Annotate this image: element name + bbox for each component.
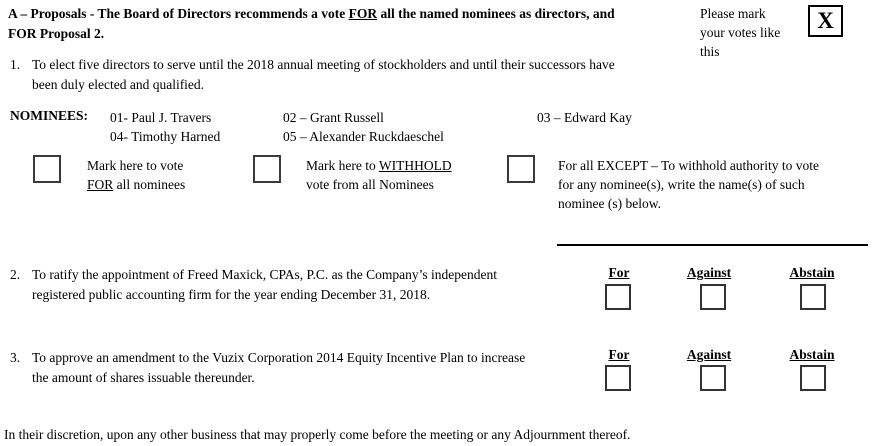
- proposal-1-number: 1.: [10, 57, 21, 72]
- p3-against-header: Against: [686, 347, 732, 362]
- nominee-04: 04- Timothy Harned: [110, 129, 221, 144]
- proposal-2-text: [32, 265, 572, 305]
- except-writein-line[interactable]: [557, 244, 868, 246]
- p2-against-header: Against: [686, 265, 732, 280]
- nominees-column-1: [110, 108, 220, 146]
- withhold-checkbox[interactable]: [253, 155, 281, 183]
- p2-abstain-checkbox[interactable]: [800, 284, 826, 310]
- for-all-except-checkbox[interactable]: [507, 155, 535, 183]
- mark-instruction-line2: your votes like: [700, 25, 781, 40]
- for-all-label: [87, 156, 185, 194]
- section-a-header: [8, 4, 708, 44]
- discretion-footer: In their discretion, upon any other business that may properly come before the meeting or any Adjournment thereof.: [4, 427, 631, 442]
- proposal-3-line2: the amount of shares issuable thereunder.: [32, 370, 255, 385]
- except-label-line3: nominee (s) below.: [558, 196, 661, 211]
- mark-instruction: [700, 4, 808, 61]
- p3-abstain-header: Abstain: [789, 347, 835, 362]
- proposal-3-text: [32, 348, 572, 388]
- x-mark: X: [817, 8, 834, 33]
- p2-against-checkbox[interactable]: [700, 284, 726, 310]
- nominee-05: 05 – Alexander Ruckdaeschel: [283, 129, 444, 144]
- header-for-underlined: FOR: [348, 6, 378, 21]
- header-line2: FOR Proposal 2.: [8, 26, 105, 41]
- except-label-line1: For all EXCEPT – To withhold authority to vote: [558, 158, 820, 173]
- proposal-1-text: [32, 55, 712, 95]
- proposal-3-line1: To approve an amendment to the Vuzix Corporation 2014 Equity Incentive Plan to increase: [32, 350, 526, 365]
- nominee-02: 02 – Grant Russell: [283, 110, 384, 125]
- proposal-2-number: 2.: [10, 267, 21, 282]
- p3-against-checkbox[interactable]: [700, 365, 726, 391]
- p2-abstain-header: Abstain: [789, 265, 835, 280]
- header-text-post: all the named nominees as directors, and: [377, 6, 615, 21]
- proposal-3-number: 3.: [10, 350, 21, 365]
- nominee-03: 03 – Edward Kay: [537, 110, 632, 125]
- proposal-2-line2: registered public accounting firm for the year ending December 31, 2018.: [32, 287, 431, 302]
- mark-example-box: [808, 5, 843, 37]
- withhold-label: [306, 156, 452, 194]
- nominees-column-3: [537, 108, 632, 127]
- p3-for-header: For: [608, 347, 630, 362]
- for-all-checkbox[interactable]: [33, 155, 61, 183]
- proposal-1-line2: been duly elected and qualified.: [32, 77, 205, 92]
- nominee-01: 01- Paul J. Travers: [110, 110, 212, 125]
- p3-abstain-checkbox[interactable]: [800, 365, 826, 391]
- except-label-line2: for any nominee(s), write the name(s) of such: [558, 177, 805, 192]
- p2-for-header: For: [608, 265, 630, 280]
- for-all-label-rest: all nominees: [113, 177, 186, 192]
- withhold-label-line2: vote from all Nominees: [306, 177, 434, 192]
- withhold-label-withhold: WITHHOLD: [378, 158, 452, 173]
- proposal-1-line1: To elect five directors to serve until the 2018 annual meeting of stockholders and until their successors have: [32, 57, 615, 72]
- nominees-label: NOMINEES:: [10, 108, 89, 123]
- nominees-column-2: [283, 108, 444, 146]
- for-all-label-line1: Mark here to vote: [87, 158, 184, 173]
- mark-instruction-line1: Please mark: [700, 6, 766, 21]
- for-all-label-for: FOR: [87, 177, 114, 192]
- p3-for-checkbox[interactable]: [605, 365, 631, 391]
- mark-instruction-line3: this: [700, 44, 720, 59]
- proposal-2-line1: To ratify the appointment of Freed Maxick, CPAs, P.C. as the Company’s independent: [32, 267, 497, 282]
- header-text-pre: A – Proposals - The Board of Directors recommends a vote: [8, 6, 349, 21]
- p2-for-checkbox[interactable]: [605, 284, 631, 310]
- withhold-label-pre: Mark here to: [306, 158, 379, 173]
- for-all-except-label: [558, 156, 873, 213]
